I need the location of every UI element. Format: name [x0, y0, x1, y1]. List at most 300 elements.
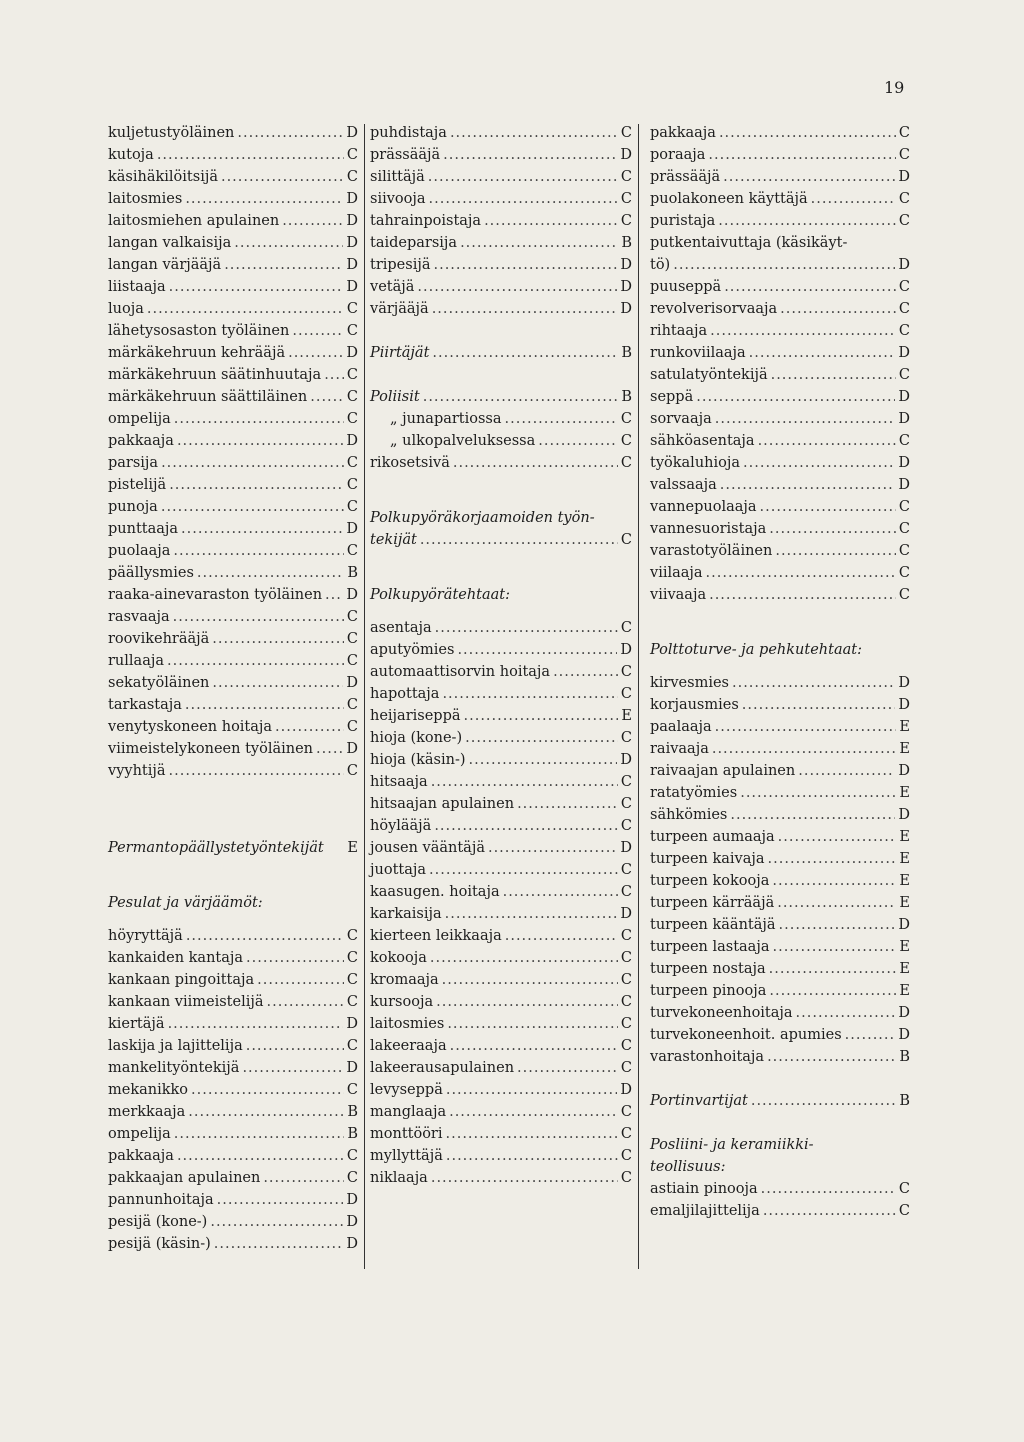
occupation-entry	[108, 188, 358, 210]
occupation-entry	[650, 584, 910, 606]
occupation-entry	[650, 320, 910, 342]
occupation-entry	[108, 716, 358, 738]
occupation-name: mekanikko	[108, 1082, 189, 1098]
occupation-code: C	[620, 1038, 632, 1054]
occupation-entry	[370, 122, 632, 144]
occupation-name: rasvaaja	[108, 609, 170, 625]
leader-dots	[174, 1123, 345, 1145]
leader-dots	[177, 1145, 344, 1167]
leader-dots	[517, 1057, 618, 1079]
occupation-list	[650, 672, 910, 1068]
leader-dots	[212, 672, 343, 694]
occupation-code: C	[346, 631, 358, 647]
occupation-entry	[650, 870, 910, 892]
occupation-name: hioja (kone-)	[370, 730, 463, 746]
occupation-entry	[108, 298, 358, 320]
leader-dots	[428, 166, 618, 188]
occupation-entry	[108, 628, 358, 650]
occupation-code: D	[346, 521, 358, 537]
occupation-code: C	[620, 796, 632, 812]
occupation-entry	[370, 1167, 632, 1189]
occupation-code: C	[898, 147, 910, 163]
occupation-name: turpeen kärrääjä	[650, 895, 775, 911]
occupation-entry	[650, 342, 910, 364]
column-2	[370, 122, 632, 1189]
occupation-name: monttööri	[370, 1126, 443, 1142]
occupation-name: viimeistelykoneen työläinen	[108, 741, 314, 757]
occupation-code: D	[898, 675, 910, 691]
occupation-entry	[370, 1123, 632, 1145]
leader-dots	[706, 562, 896, 584]
leader-dots	[169, 760, 344, 782]
occupation-name: langan värjääjä	[108, 257, 222, 273]
occupation-code: D	[898, 345, 910, 361]
leader-dots	[798, 760, 895, 782]
occupation-name: ratatyömies	[650, 785, 738, 801]
occupation-entry	[370, 254, 632, 276]
leader-dots	[732, 672, 895, 694]
leader-dots	[188, 1101, 344, 1123]
occupation-entry	[650, 452, 910, 474]
occupation-name: tarkastaja	[108, 697, 182, 713]
occupation-code: C	[620, 411, 632, 427]
occupation-name: roovikehrääjä	[108, 631, 210, 647]
leader-dots	[217, 1189, 344, 1211]
leader-dots	[469, 749, 618, 771]
leader-dots	[161, 496, 344, 518]
occupation-name: langan valkaisija	[108, 235, 232, 251]
occupation-code: B	[899, 1093, 910, 1109]
occupation-list	[108, 925, 358, 1255]
occupation-entry	[108, 452, 358, 474]
occupation-code: D	[346, 1060, 358, 1076]
leader-dots	[147, 298, 344, 320]
occupation-code: C	[346, 950, 358, 966]
occupation-list	[370, 617, 632, 1189]
occupation-code: D	[898, 763, 910, 779]
occupation-entry	[108, 320, 358, 342]
occupation-entry	[370, 969, 632, 991]
occupation-name: ompelija	[108, 411, 171, 427]
leader-dots	[429, 188, 618, 210]
occupation-entry	[650, 760, 910, 782]
occupation-code: C	[898, 279, 910, 295]
occupation-entry	[370, 903, 632, 925]
occupation-code: C	[620, 213, 632, 229]
leader-dots	[775, 540, 896, 562]
leader-dots	[316, 738, 343, 760]
occupation-name-line1: putkentaivuttaja (käsikäyt-	[650, 235, 848, 251]
occupation-name: hioja (käsin-)	[370, 752, 466, 768]
occupation-entry	[108, 694, 358, 716]
occupation-name: pakkaaja	[650, 125, 716, 141]
leader-dots	[758, 430, 896, 452]
occupation-entry	[370, 1057, 632, 1079]
occupation-name: myllyttäjä	[370, 1148, 443, 1164]
occupation-entry	[650, 386, 910, 408]
occupation-name: asentaja	[370, 620, 432, 636]
occupation-code: E	[899, 983, 910, 999]
occupation-code: D	[898, 807, 910, 823]
occupation-name: aputyömies	[370, 642, 455, 658]
leader-dots	[730, 804, 895, 826]
occupation-entry	[108, 837, 358, 859]
leader-dots	[723, 166, 895, 188]
occupation-entry	[370, 925, 632, 947]
occupation-name: pesijä (käsin-)	[108, 1236, 211, 1252]
occupation-entry	[650, 298, 910, 320]
occupation-code: D	[898, 389, 910, 405]
occupation-entry	[108, 364, 358, 386]
leader-dots	[214, 1233, 344, 1255]
occupation-code: D	[620, 840, 632, 856]
leader-dots	[718, 210, 896, 232]
occupation-code: C	[898, 191, 910, 207]
occupation-entry	[108, 1013, 358, 1035]
leader-dots	[169, 276, 344, 298]
occupation-name: paalaaja	[650, 719, 712, 735]
occupation-entry	[108, 496, 358, 518]
occupation-name: turpeen pinooja	[650, 983, 767, 999]
occupation-entry	[370, 837, 632, 859]
occupation-code: C	[620, 730, 632, 746]
leader-dots	[743, 452, 895, 474]
occupation-entry	[370, 507, 632, 551]
occupation-name: työkaluhioja	[650, 455, 741, 471]
occupation-entry	[108, 991, 358, 1013]
occupation-code: C	[346, 169, 358, 185]
occupation-name: hitsaajan apulainen	[370, 796, 515, 812]
leader-dots	[811, 188, 896, 210]
occupation-code: C	[346, 477, 358, 493]
occupation-entry	[650, 408, 910, 430]
occupation-code: C	[346, 719, 358, 735]
occupation-code: C	[898, 301, 910, 317]
occupation-name: manglaaja	[370, 1104, 447, 1120]
occupation-code: D	[898, 455, 910, 471]
leader-dots	[173, 606, 344, 628]
occupation-code: C	[346, 609, 358, 625]
leader-dots	[715, 408, 896, 430]
occupation-entry	[370, 639, 632, 661]
occupation-code: C	[898, 543, 910, 559]
leader-dots	[450, 122, 618, 144]
occupation-entry	[370, 1035, 632, 1057]
occupation-entry	[650, 166, 910, 188]
occupation-name: automaattisorvin hoitaja	[370, 664, 551, 680]
occupation-name: sorvaaja	[650, 411, 712, 427]
leader-dots	[177, 430, 343, 452]
leader-dots	[710, 320, 896, 342]
occupation-name: seppä	[650, 389, 694, 405]
occupation-name: raivaaja	[650, 741, 709, 757]
occupation-name: turpeen aumaaja	[650, 829, 775, 845]
occupation-entry	[390, 408, 632, 430]
occupation-entry	[370, 683, 632, 705]
occupation-name: emaljilajittelija	[650, 1203, 760, 1219]
leader-dots	[431, 771, 618, 793]
column-1	[108, 122, 358, 1255]
occupation-name: laitosmies	[108, 191, 183, 207]
leader-dots	[257, 969, 344, 991]
occupation-name: lakeerausapulainen	[370, 1060, 515, 1076]
occupation-code: C	[346, 763, 358, 779]
leader-dots	[767, 1046, 896, 1068]
occupation-entry	[650, 1178, 910, 1200]
occupation-code: D	[620, 279, 632, 295]
occupation-name: viivaaja	[650, 587, 707, 603]
occupation-code: C	[620, 191, 632, 207]
leader-dots	[453, 452, 618, 474]
occupation-entry	[390, 430, 632, 452]
occupation-name: niklaaja	[370, 1170, 428, 1186]
occupation-code: C	[620, 1104, 632, 1120]
occupation-code: C	[620, 774, 632, 790]
occupation-name: lakeeraaja	[370, 1038, 447, 1054]
occupation-code: C	[346, 301, 358, 317]
occupation-name: Permantopäällystetyöntekijät	[108, 840, 324, 856]
occupation-name: kromaaja	[370, 972, 439, 988]
occupation-name: höyryttäjä	[108, 928, 183, 944]
occupation-name: punttaaja	[108, 521, 179, 537]
occupation-code: C	[620, 1016, 632, 1032]
leader-dots	[186, 925, 344, 947]
occupation-name: kankaan pingoittaja	[108, 972, 255, 988]
occupation-entry	[108, 474, 358, 496]
occupation-entry	[650, 496, 910, 518]
leader-dots	[267, 991, 344, 1013]
leader-dots	[449, 1101, 618, 1123]
leader-dots	[712, 738, 897, 760]
occupation-name: levyseppä	[370, 1082, 443, 1098]
leader-dots	[246, 1035, 344, 1057]
occupation-entry	[650, 430, 910, 452]
occupation-code: B	[621, 345, 632, 361]
occupation-code: C	[346, 994, 358, 1010]
occupation-name: varastonhoitaja	[650, 1049, 765, 1065]
occupation-entry	[108, 760, 358, 782]
leader-dots	[157, 144, 344, 166]
occupation-entry	[370, 947, 632, 969]
occupation-code: D	[346, 279, 358, 295]
occupation-code: B	[347, 1104, 358, 1120]
occupation-name-line1: Polkupyöräkorjaamoiden työn-	[370, 510, 595, 526]
occupation-code: D	[620, 642, 632, 658]
leader-dots	[446, 1123, 618, 1145]
occupation-code: C	[620, 125, 632, 141]
occupation-entry	[108, 342, 358, 364]
occupation-name: hitsaaja	[370, 774, 428, 790]
occupation-code: D	[620, 301, 632, 317]
occupation-entry	[650, 1090, 910, 1112]
occupation-code: C	[346, 499, 358, 515]
occupation-code: D	[346, 1236, 358, 1252]
occupation-code: D	[346, 433, 358, 449]
occupation-name: puuseppä	[650, 279, 722, 295]
occupation-name: puolaaja	[108, 543, 171, 559]
occupation-name: vyyhtijä	[108, 763, 166, 779]
occupation-entry	[370, 661, 632, 683]
occupation-code: C	[620, 994, 632, 1010]
occupation-name: revolverisorvaaja	[650, 301, 778, 317]
leader-dots	[197, 562, 344, 584]
occupation-name: märkäkehruun säättiläinen	[108, 389, 308, 405]
occupation-code: C	[898, 521, 910, 537]
occupation-name: „ ulkopalveluksessa	[390, 433, 536, 449]
occupation-name: kuljetustyöläinen	[108, 125, 235, 141]
occupation-list	[650, 122, 910, 232]
occupation-code: C	[346, 1148, 358, 1164]
section-heading: Polttoturve- ja pehkutehtaat:	[650, 642, 862, 658]
occupation-code: D	[346, 675, 358, 691]
leader-dots	[505, 408, 618, 430]
occupation-name: märkäkehruun kehrääjä	[108, 345, 286, 361]
occupation-name: punoja	[108, 499, 158, 515]
occupation-entry	[370, 705, 632, 727]
occupation-entry	[108, 606, 358, 628]
occupation-code: C	[620, 818, 632, 834]
occupation-name: pistelijä	[108, 477, 167, 493]
occupation-entry	[108, 947, 358, 969]
occupation-entry	[108, 1167, 358, 1189]
occupation-code: D	[346, 125, 358, 141]
leader-dots	[769, 518, 896, 540]
occupation-name: turpeen kokooja	[650, 873, 770, 889]
leader-dots	[446, 1079, 618, 1101]
occupation-name: hapottaja	[370, 686, 440, 702]
leader-dots	[432, 298, 618, 320]
occupation-code: D	[898, 169, 910, 185]
occupation-code: D	[620, 906, 632, 922]
occupation-entry	[108, 650, 358, 672]
occupation-name: „ junapartiossa	[390, 411, 502, 427]
occupation-name: Piirtäjät	[370, 345, 430, 361]
leader-dots	[484, 210, 618, 232]
occupation-list	[650, 276, 910, 606]
occupation-entry	[370, 749, 632, 771]
occupation-code: D	[346, 191, 358, 207]
occupation-name: korjausmies	[650, 697, 739, 713]
occupation-entry	[108, 1211, 358, 1233]
occupation-code: E	[347, 840, 358, 856]
leader-dots	[433, 254, 617, 276]
leader-dots	[242, 1057, 343, 1079]
occupation-entry	[108, 276, 358, 298]
occupation-code: E	[899, 719, 910, 735]
occupation-name: rikosetsivä	[370, 455, 450, 471]
page-number: 19	[884, 78, 905, 97]
occupation-name: laitosmies	[370, 1016, 445, 1032]
leader-dots	[777, 892, 896, 914]
occupation-name: siivooja	[370, 191, 426, 207]
leader-dots	[488, 837, 617, 859]
occupation-name: liistaaja	[108, 279, 166, 295]
leader-dots	[751, 1090, 897, 1112]
leader-dots	[772, 870, 896, 892]
column-3	[650, 122, 910, 1222]
leader-dots	[457, 639, 617, 661]
leader-dots	[760, 496, 896, 518]
leader-dots	[749, 342, 896, 364]
leader-dots	[263, 1167, 344, 1189]
occupation-name: sähkömies	[650, 807, 728, 823]
occupation-name: vannepuolaaja	[650, 499, 757, 515]
column-divider	[638, 124, 639, 1269]
occupation-entry	[650, 518, 910, 540]
leader-dots	[174, 408, 344, 430]
leader-dots	[432, 342, 618, 364]
occupation-entry	[370, 991, 632, 1013]
occupation-name: kutoja	[108, 147, 154, 163]
occupation-entry	[650, 826, 910, 848]
leader-dots	[288, 342, 343, 364]
occupation-entry	[108, 1123, 358, 1145]
leader-dots	[447, 1013, 618, 1035]
occupation-entry	[370, 188, 632, 210]
occupation-name: varastotyöläinen	[650, 543, 773, 559]
leader-dots	[460, 232, 618, 254]
leader-dots	[450, 1035, 618, 1057]
leader-dots	[771, 364, 896, 386]
occupation-code: C	[346, 411, 358, 427]
occupation-entry	[650, 232, 910, 276]
occupation-entry	[370, 276, 632, 298]
leader-dots	[763, 1200, 896, 1222]
occupation-name: venytyskoneen hoitaja	[108, 719, 273, 735]
occupation-entry	[108, 584, 358, 606]
occupation-code: C	[620, 950, 632, 966]
occupation-code: E	[899, 741, 910, 757]
leader-dots	[423, 386, 619, 408]
occupation-name: ompelija	[108, 1126, 171, 1142]
occupation-name-line2: tekijät	[370, 532, 417, 548]
occupation-entry	[650, 1002, 910, 1024]
occupation-code: C	[620, 1060, 632, 1076]
occupation-entry	[370, 793, 632, 815]
occupation-code: D	[898, 411, 910, 427]
occupation-code: C	[346, 389, 358, 405]
occupation-entry	[108, 430, 358, 452]
occupation-entry	[108, 925, 358, 947]
occupation-code: D	[620, 257, 632, 273]
occupation-code: C	[898, 323, 910, 339]
occupation-list	[370, 408, 632, 452]
occupation-code: D	[898, 1005, 910, 1021]
occupation-entry	[650, 1024, 910, 1046]
occupation-name: laitosmiehen apulainen	[108, 213, 280, 229]
occupation-name: kokooja	[370, 950, 427, 966]
occupation-name: heijariseppä	[370, 708, 461, 724]
leader-dots	[719, 122, 896, 144]
leader-dots	[430, 947, 618, 969]
occupation-code: D	[346, 235, 358, 251]
occupation-entry	[108, 1057, 358, 1079]
occupation-name: puhdistaja	[370, 125, 447, 141]
leader-dots	[780, 298, 896, 320]
occupation-entry	[108, 672, 358, 694]
occupation-name-line2: tö)	[650, 257, 671, 273]
occupation-entry	[108, 144, 358, 166]
leader-dots	[779, 914, 896, 936]
leader-dots	[282, 210, 343, 232]
occupation-entry	[108, 1145, 358, 1167]
occupation-entry	[650, 562, 910, 584]
occupation-entry	[650, 540, 910, 562]
occupation-code: D	[620, 147, 632, 163]
leader-dots	[708, 144, 896, 166]
leader-dots	[696, 386, 895, 408]
leader-dots	[442, 969, 618, 991]
